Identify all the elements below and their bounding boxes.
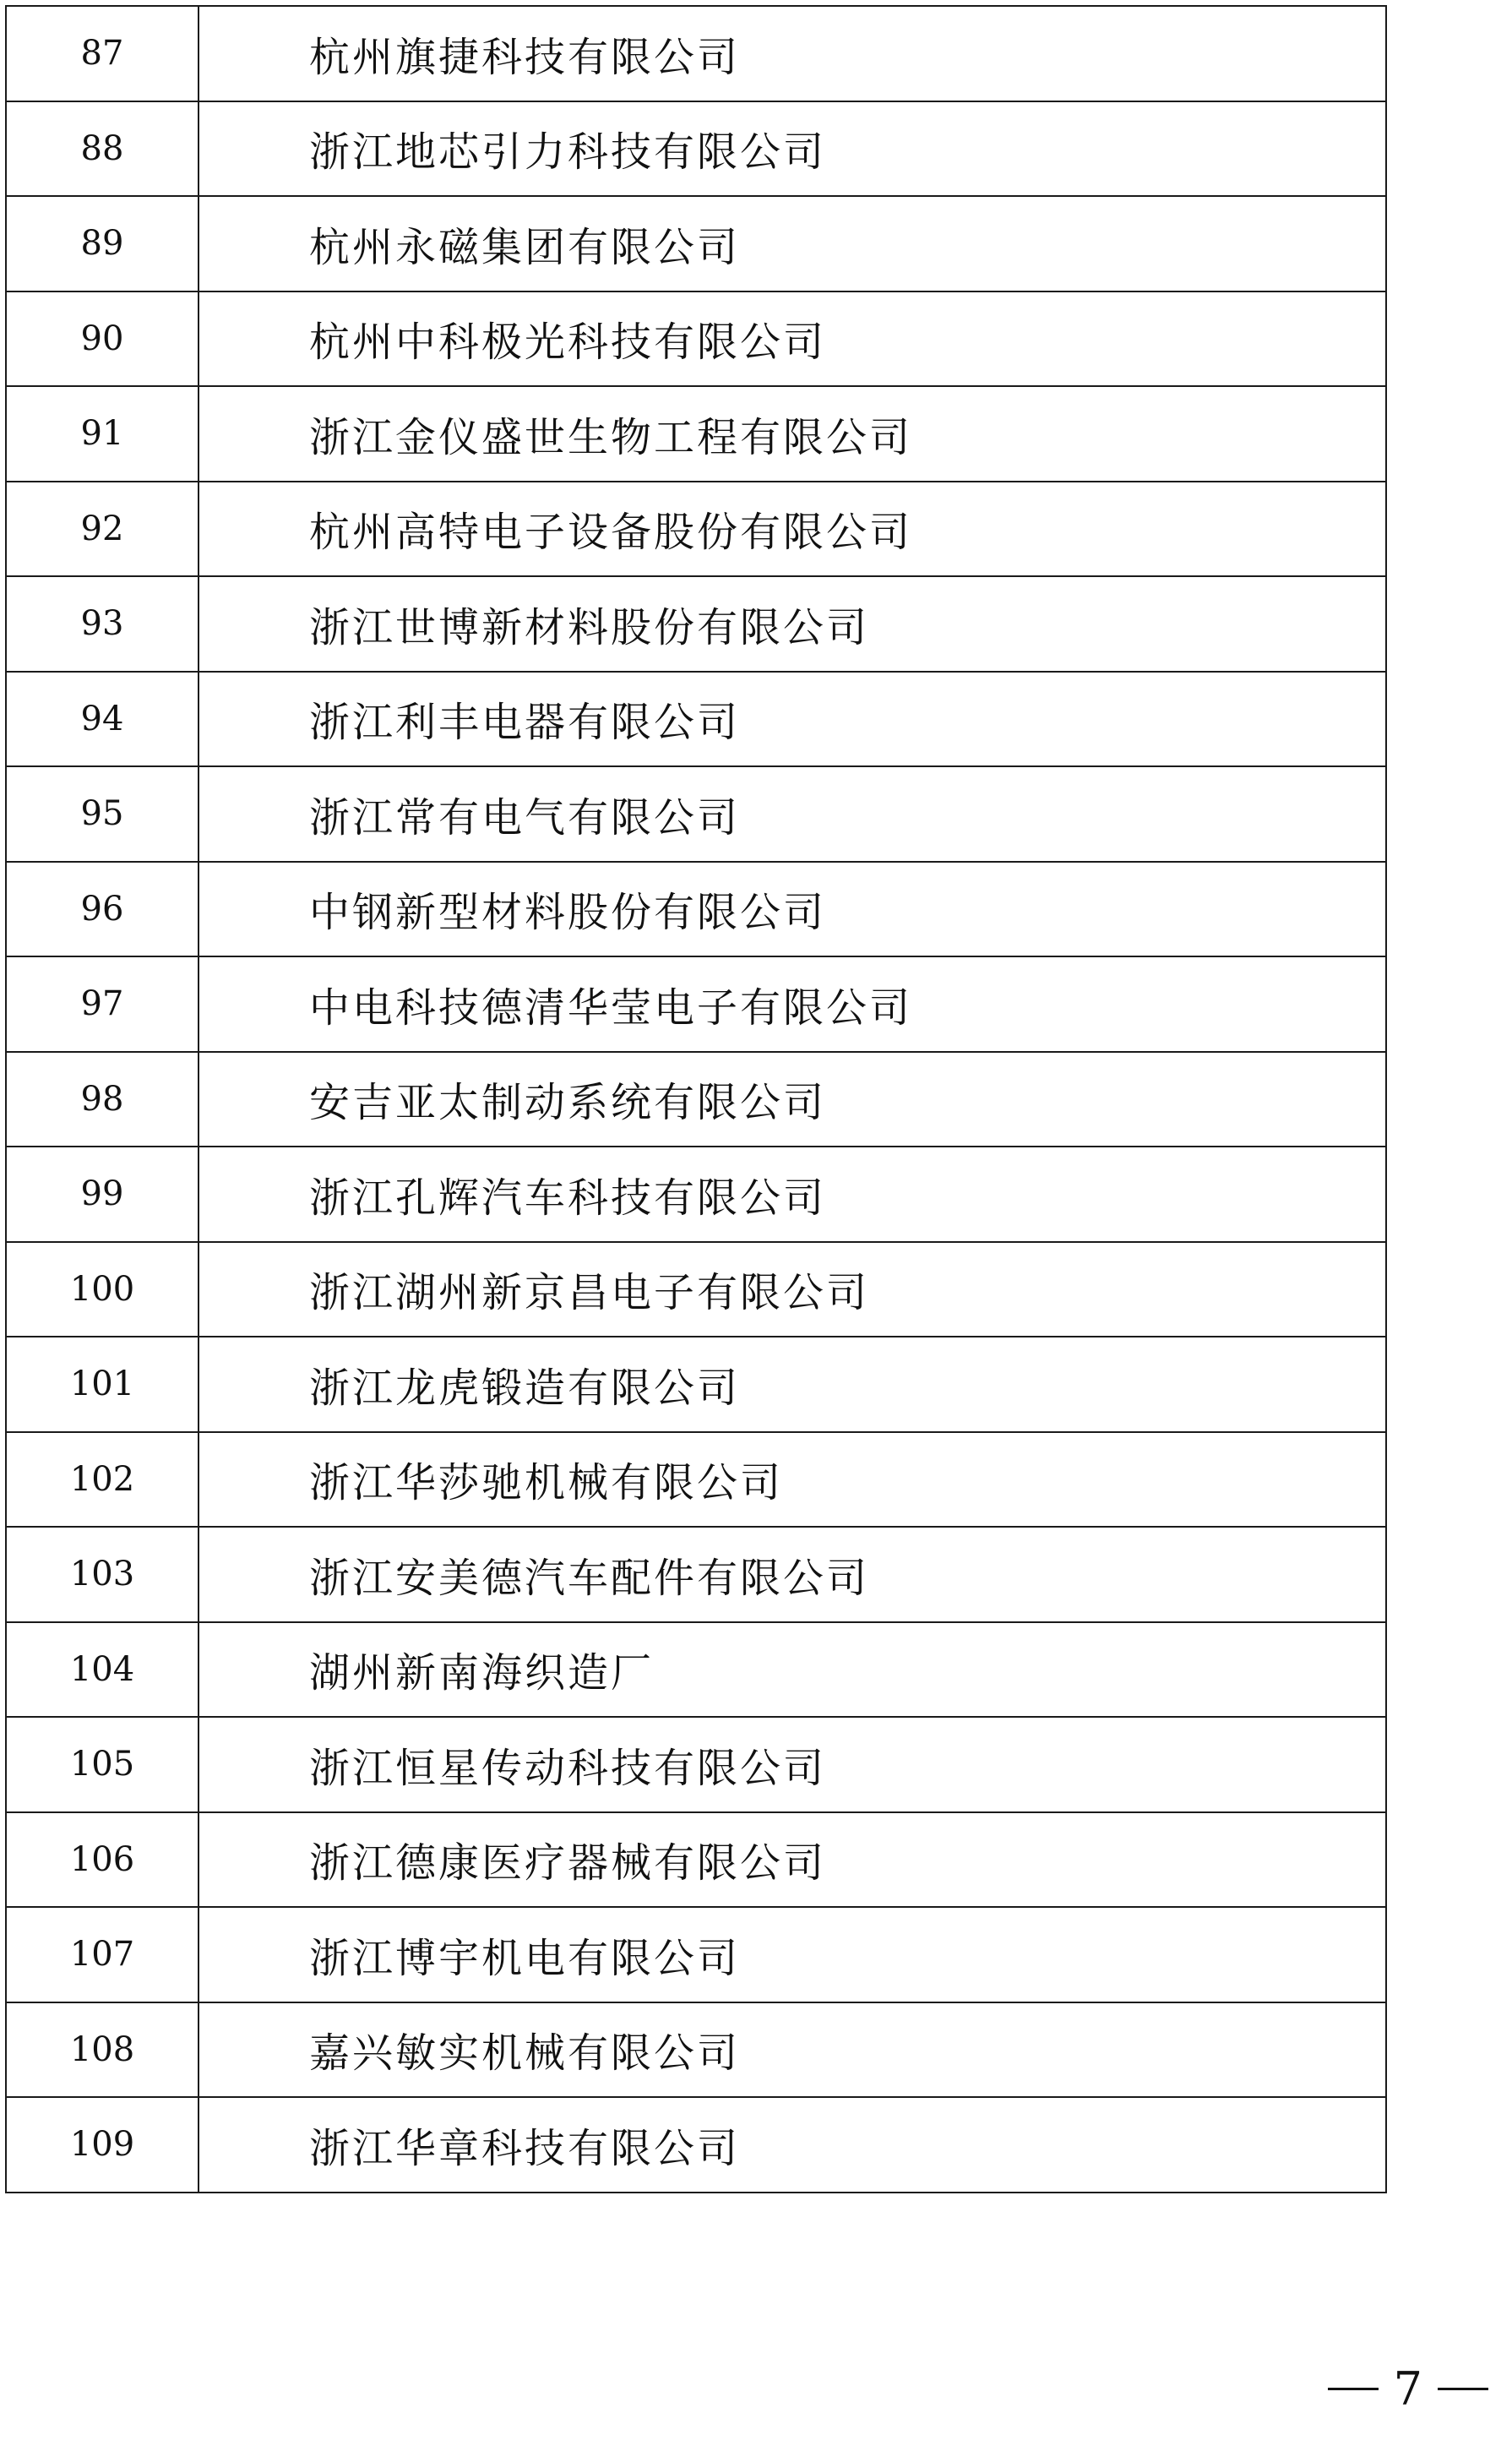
company-name-cell: 浙江金仪盛世生物工程有限公司	[199, 386, 1386, 482]
row-number-cell: 89	[6, 196, 199, 291]
row-number-cell: 95	[6, 766, 199, 862]
row-number-cell: 91	[6, 386, 199, 482]
table-row	[6, 1242, 1386, 1337]
company-name-cell: 浙江博宇机电有限公司	[199, 1907, 1386, 2002]
row-number-cell: 107	[6, 1907, 199, 2002]
company-name-cell: 浙江常有电气有限公司	[199, 766, 1386, 862]
table-body	[6, 6, 1386, 2193]
row-number-cell: 101	[6, 1337, 199, 1432]
table-row	[6, 6, 1386, 101]
table-row	[6, 1527, 1386, 1622]
company-name-cell: 浙江华章科技有限公司	[199, 2097, 1386, 2193]
company-name-cell: 浙江恒星传动科技有限公司	[199, 1717, 1386, 1812]
table-row	[6, 1432, 1386, 1528]
table-row	[6, 766, 1386, 862]
table-row	[6, 2002, 1386, 2098]
company-name-cell: 嘉兴敏实机械有限公司	[199, 2002, 1386, 2098]
company-name-cell: 浙江安美德汽车配件有限公司	[199, 1527, 1386, 1622]
row-number-cell: 87	[6, 6, 199, 101]
row-number-cell: 109	[6, 2097, 199, 2193]
row-number-cell: 106	[6, 1812, 199, 1908]
company-name-cell: 浙江龙虎锻造有限公司	[199, 1337, 1386, 1432]
row-number-cell: 99	[6, 1147, 199, 1242]
company-name-cell: 中钢新型材料股份有限公司	[199, 862, 1386, 957]
table-row	[6, 1147, 1386, 1242]
table-row	[6, 1717, 1386, 1812]
row-number-cell: 92	[6, 482, 199, 577]
page-number-value: 7	[1393, 2362, 1422, 2416]
company-name-cell: 浙江孔辉汽车科技有限公司	[199, 1147, 1386, 1242]
table-row	[6, 672, 1386, 767]
table-row	[6, 1812, 1386, 1908]
row-number-cell: 93	[6, 576, 199, 672]
table-row	[6, 1622, 1386, 1718]
row-number-cell: 90	[6, 291, 199, 387]
row-number-cell: 96	[6, 862, 199, 957]
row-number-cell: 94	[6, 672, 199, 767]
table-row	[6, 862, 1386, 957]
company-list-table	[5, 5, 1387, 2193]
row-number-cell: 104	[6, 1622, 199, 1718]
company-name-cell: 杭州永磁集团有限公司	[199, 196, 1386, 291]
row-number-cell: 98	[6, 1052, 199, 1147]
company-name-cell: 安吉亚太制动系统有限公司	[199, 1052, 1386, 1147]
table-row	[6, 291, 1386, 387]
table-row	[6, 386, 1386, 482]
company-name-cell: 杭州中科极光科技有限公司	[199, 291, 1386, 387]
company-name-cell: 杭州高特电子设备股份有限公司	[199, 482, 1386, 577]
table-row	[6, 196, 1386, 291]
table-row	[6, 956, 1386, 1052]
table-row	[6, 1907, 1386, 2002]
row-number-cell: 97	[6, 956, 199, 1052]
company-name-cell: 浙江湖州新京昌电子有限公司	[199, 1242, 1386, 1337]
row-number-cell: 88	[6, 101, 199, 197]
table-row	[6, 1337, 1386, 1432]
company-name-cell: 浙江华莎驰机械有限公司	[199, 1432, 1386, 1528]
table-row	[6, 576, 1386, 672]
table-row	[6, 1052, 1386, 1147]
company-name-cell: 中电科技德清华莹电子有限公司	[199, 956, 1386, 1052]
page-number-right-dash	[1438, 2388, 1488, 2390]
company-name-cell: 浙江世博新材料股份有限公司	[199, 576, 1386, 672]
page-number-left-dash	[1328, 2388, 1379, 2390]
page-number	[1328, 2362, 1488, 2416]
table-row	[6, 482, 1386, 577]
row-number-cell: 105	[6, 1717, 199, 1812]
company-name-cell: 浙江德康医疗器械有限公司	[199, 1812, 1386, 1908]
company-name-cell: 浙江利丰电器有限公司	[199, 672, 1386, 767]
company-name-cell: 湖州新南海织造厂	[199, 1622, 1386, 1718]
table-row	[6, 2097, 1386, 2193]
table-row	[6, 101, 1386, 197]
row-number-cell: 102	[6, 1432, 199, 1528]
row-number-cell: 100	[6, 1242, 199, 1337]
company-name-cell: 杭州旗捷科技有限公司	[199, 6, 1386, 101]
company-name-cell: 浙江地芯引力科技有限公司	[199, 101, 1386, 197]
row-number-cell: 103	[6, 1527, 199, 1622]
row-number-cell: 108	[6, 2002, 199, 2098]
